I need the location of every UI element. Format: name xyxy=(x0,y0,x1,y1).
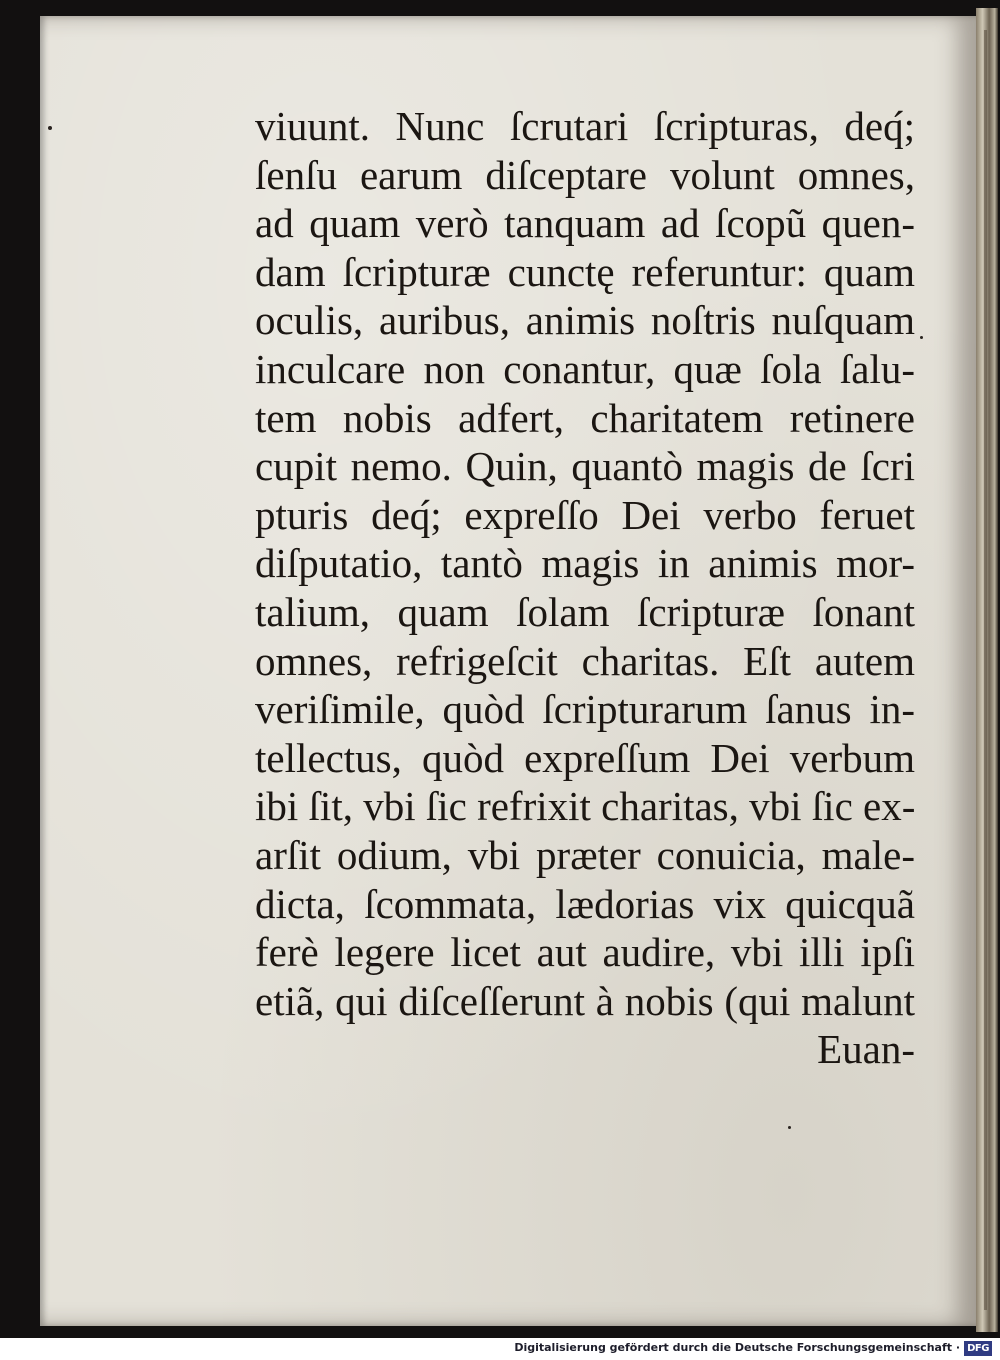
text-line: ad quam verò tanquam ad ſcopũ quen- xyxy=(255,200,915,247)
book-edge xyxy=(976,8,998,1332)
text-line: inculcare non conantur, quæ ſola ſalu- xyxy=(255,345,915,392)
text-line: dicta, ſcommata, lædorias vix quicquã xyxy=(255,880,915,927)
page-text xyxy=(255,102,915,1074)
text-line: arſit odium, vbi præter conuicia, male- xyxy=(255,831,915,878)
text-line: tem nobis adfert, charitatem retinere xyxy=(255,394,915,441)
text-line: veriſimile, quòd ſcripturarum ſanus in- xyxy=(255,686,915,733)
text-line: ibi ſit, vbi ſic refrixit charitas, vbi ſic ex- xyxy=(255,783,916,830)
text-line: omnes, refrigeſcit charitas. Eſt autem xyxy=(255,637,915,684)
text-line: pturis deq́; expreſſo Dei verbo feruet xyxy=(255,491,915,538)
text-line: ſenſu earum diſceptare volunt omnes, xyxy=(255,151,915,198)
book-edge-stripe xyxy=(984,30,987,1310)
text-line: viuunt. Nunc ſcrutari ſcripturas, deq́; xyxy=(255,103,915,149)
text-line: etiã, qui diſceſſerunt à nobis (qui malunt xyxy=(255,977,915,1024)
text-line: cupit nemo. Quin, quantò magis de ſcri xyxy=(255,443,915,490)
catchword: Euan- xyxy=(817,1026,915,1073)
paper-speck xyxy=(788,1126,791,1129)
text-line: oculis, auribus, animis noſtris nuſquam xyxy=(255,297,915,344)
paper-speck xyxy=(48,126,52,130)
funding-credit: Digitalisierung gefördert durch die Deutsche Forschungsgemeinschaft · xyxy=(514,1341,960,1354)
dfg-logo-icon: DFG xyxy=(964,1341,992,1356)
text-line: diſputatio, tantò magis in animis mor- xyxy=(255,540,915,587)
footer-bar xyxy=(0,1338,1000,1360)
text-line: ferè legere licet aut audire, vbi illi ipſi xyxy=(255,929,915,976)
text-line: talium, quam ſolam ſcripturæ ſonant xyxy=(255,588,915,635)
text-line: dam ſcripturæ cunctę referuntur: quam xyxy=(255,248,915,295)
text-line: tellectus, quòd expreſſum Dei verbum xyxy=(255,734,915,781)
paper-speck xyxy=(920,336,923,339)
